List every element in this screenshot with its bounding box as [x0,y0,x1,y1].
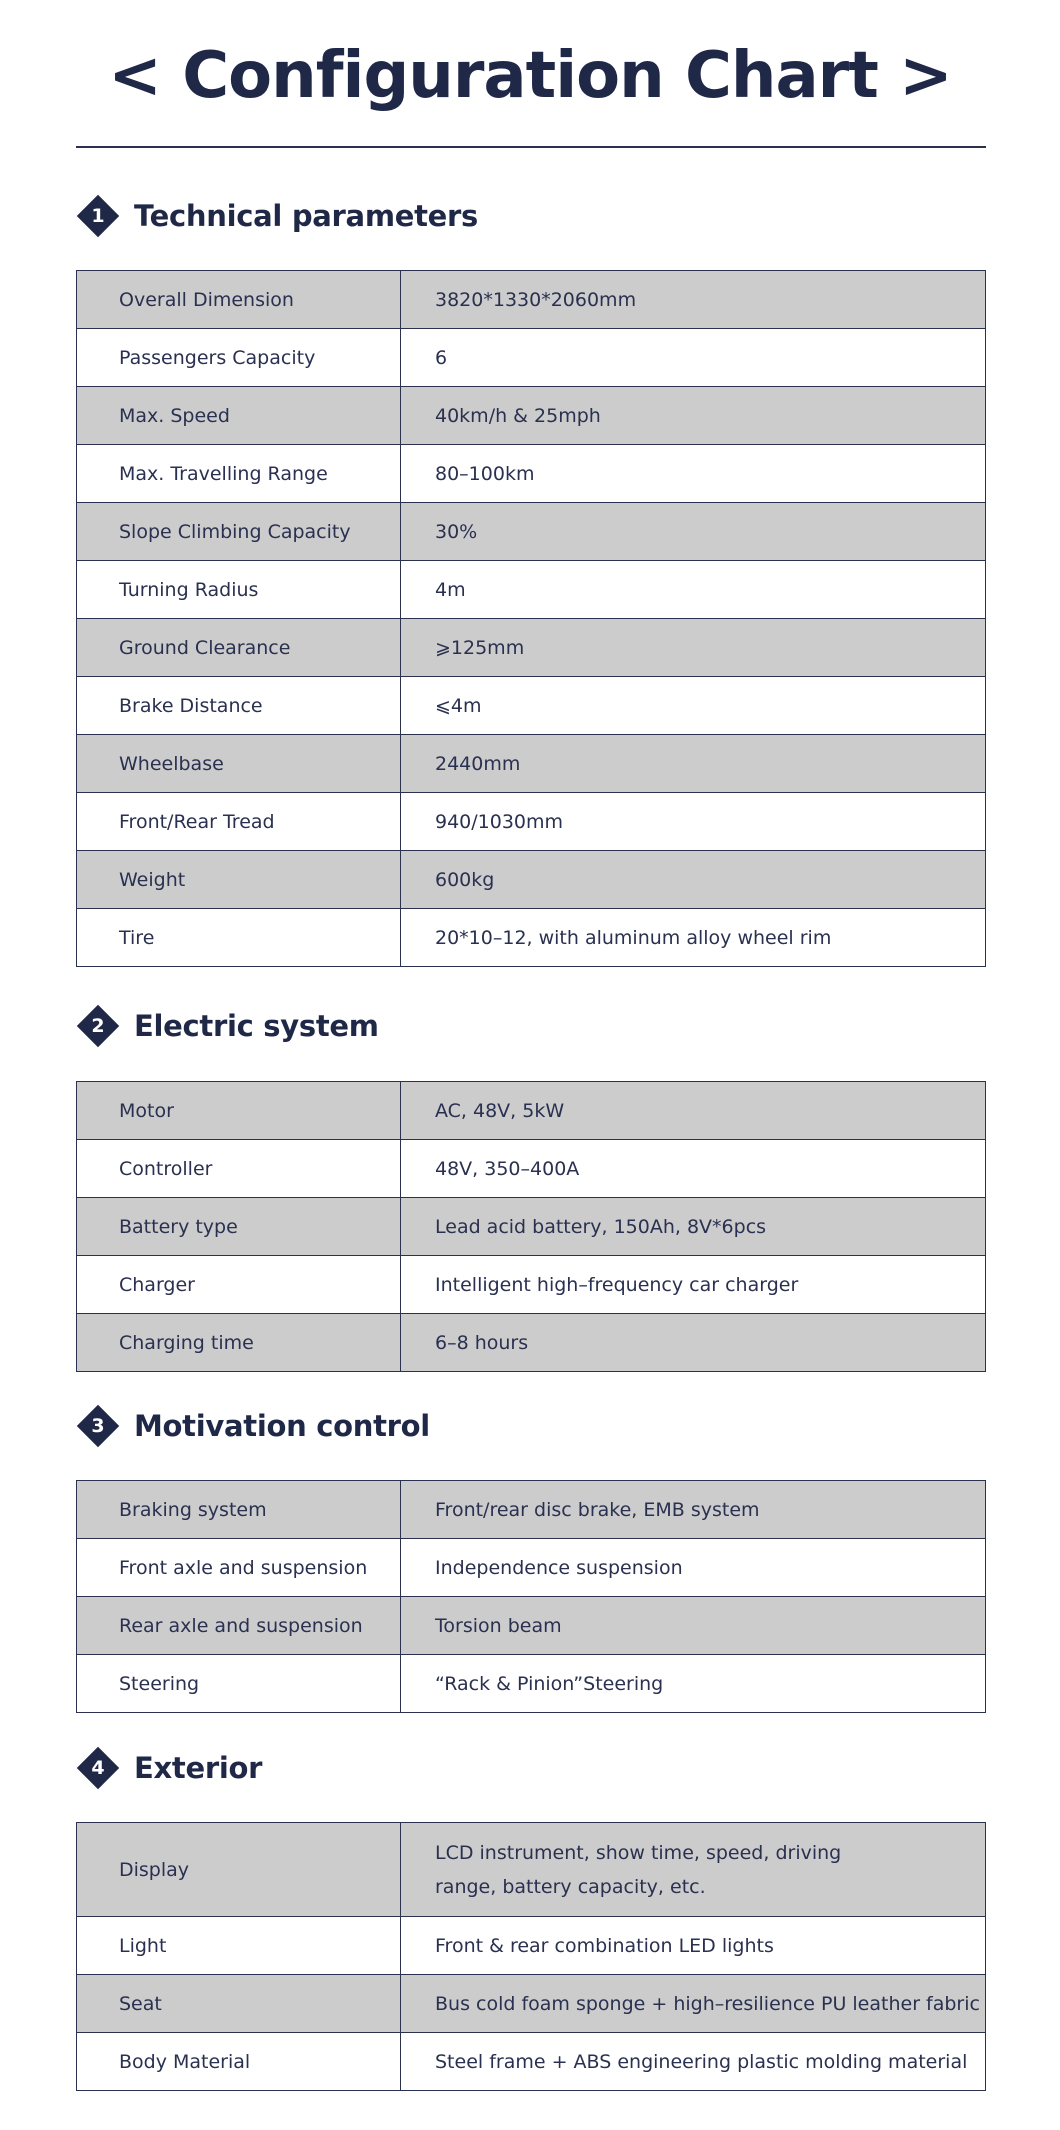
spec-value: 3820*1330*2060mm [401,271,986,329]
spec-label: Motor [77,1082,401,1140]
spec-value: 4m [401,561,986,619]
table-row [77,1539,986,1597]
spec-value: Lead acid battery, 150Ah, 8V*6pcs [401,1198,986,1256]
spec-value: 940/1030mm [401,793,986,851]
table-row [77,1198,986,1256]
table-row [77,2033,986,2091]
title-divider [76,146,986,148]
spec-label: Front axle and suspension [77,1539,401,1597]
table-row [77,793,986,851]
table-row [77,1823,986,1917]
section-title: Technical parameters [134,199,478,233]
table-row [77,1917,986,1975]
spec-label: Body Material [77,2033,401,2091]
spec-value: Bus cold foam sponge + high–resilience PU leather fabric [401,1975,986,2033]
spec-value: 40km/h & 25mph [401,387,986,445]
table-row [77,561,986,619]
spec-value: 6 [401,329,986,387]
spec-label: Max. Speed [77,387,401,445]
spec-label: Charging time [77,1314,401,1372]
spec-value: Steel frame + ABS engineering plastic molding material [401,2033,986,2091]
spec-value: 30% [401,503,986,561]
table-row [77,1975,986,2033]
section-header-technical-parameters [76,194,478,238]
spec-label: Charger [77,1256,401,1314]
spec-value: Intelligent high–frequency car charger [401,1256,986,1314]
spec-table-motivation-control [76,1480,986,1713]
spec-label: Braking system [77,1481,401,1539]
spec-value: 2440mm [401,735,986,793]
spec-label: Max. Travelling Range [77,445,401,503]
spec-label: Front/Rear Tread [77,793,401,851]
section-title: Electric system [134,1009,379,1043]
spec-label: Slope Climbing Capacity [77,503,401,561]
spec-label: Seat [77,1975,401,2033]
table-row [77,677,986,735]
spec-label: Battery type [77,1198,401,1256]
spec-value: 48V, 350–400A [401,1140,986,1198]
spec-value: ⩽4m [401,677,986,735]
spec-label: Controller [77,1140,401,1198]
spec-label: Brake Distance [77,677,401,735]
diamond-number-icon: 2 [76,1004,120,1048]
section-title: Motivation control [134,1409,430,1443]
spec-value: ⩾125mm [401,619,986,677]
spec-value: AC, 48V, 5kW [401,1082,986,1140]
table-row [77,271,986,329]
table-row [77,909,986,967]
table-row [77,851,986,909]
diamond-number-icon: 3 [76,1404,120,1448]
table-row [77,1481,986,1539]
spec-value: Independence suspension [401,1539,986,1597]
spec-label: Wheelbase [77,735,401,793]
table-row [77,1597,986,1655]
spec-label: Light [77,1917,401,1975]
table-row [77,503,986,561]
section-header-exterior [76,1746,262,1790]
table-row [77,387,986,445]
spec-value: 6–8 hours [401,1314,986,1372]
spec-value: 600kg [401,851,986,909]
diamond-number-icon: 4 [76,1746,120,1790]
spec-table-exterior [76,1822,986,2091]
spec-label: Steering [77,1655,401,1713]
spec-label: Turning Radius [77,561,401,619]
spec-table-electric-system [76,1081,986,1372]
spec-label: Overall Dimension [77,271,401,329]
spec-value: 80–100km [401,445,986,503]
table-row [77,1256,986,1314]
section-title: Exterior [134,1751,263,1785]
diamond-number-icon: 1 [76,194,120,238]
page-title: < Configuration Chart > [108,39,952,113]
table-row [77,1082,986,1140]
spec-value: Torsion beam [401,1597,986,1655]
table-row [77,1140,986,1198]
table-row [77,1314,986,1372]
spec-label: Tire [77,909,401,967]
spec-value: Front & rear combination LED lights [401,1917,986,1975]
spec-label: Display [77,1823,401,1917]
table-row [77,1655,986,1713]
table-row [77,445,986,503]
spec-label: Rear axle and suspension [77,1597,401,1655]
spec-value: 20*10–12, with aluminum alloy wheel rim [401,909,986,967]
spec-value: “Rack & Pinion”Steering [401,1655,986,1713]
spec-value: Front/rear disc brake, EMB system [401,1481,986,1539]
section-header-electric-system [76,1004,379,1048]
table-row [77,329,986,387]
table-row [77,619,986,677]
spec-value: LCD instrument, show time, speed, driving range, battery capacity, etc. [401,1823,986,1917]
section-header-motivation-control [76,1404,430,1448]
spec-table-technical-parameters [76,270,986,967]
table-row [77,735,986,793]
spec-label: Weight [77,851,401,909]
spec-label: Passengers Capacity [77,329,401,387]
spec-label: Ground Clearance [77,619,401,677]
